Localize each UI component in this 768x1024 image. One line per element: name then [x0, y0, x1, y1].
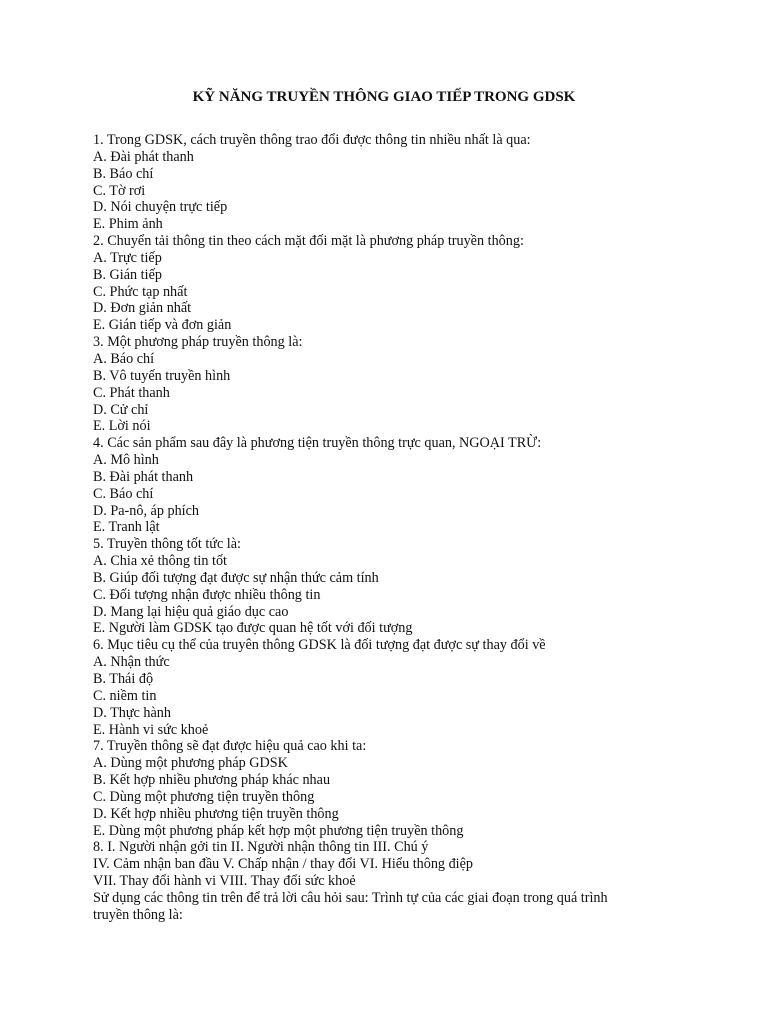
answer-option: B. Báo chí: [93, 165, 154, 182]
answer-option: A. Chia xẻ thông tin tốt: [93, 553, 227, 570]
question-line: 2. Chuyển tải thông tin theo cách mặt đối mặt là phương pháp truyền thông:: [93, 233, 524, 250]
question-line: 6. Mục tiêu cụ thể của truyên thông GDSK là đối tượng đạt được sự thay đổi về: [93, 637, 546, 654]
answer-option: C. Dùng một phương tiện truyền thông: [93, 788, 315, 805]
answer-option: C. Tờ rơi: [93, 182, 146, 199]
answer-option: E. Gián tiếp và đơn giản: [93, 317, 232, 334]
answer-option: E. Người làm GDSK tạo được quan hệ tốt với đối tượng: [93, 620, 413, 637]
answer-option: B. Gián tiếp: [93, 266, 162, 283]
answer-option: B. Vô tuyến truyền hình: [93, 367, 231, 384]
answer-option: D. Kết hợp nhiều phương tiện truyền thông: [93, 805, 339, 822]
answer-option: B. Giúp đối tượng đạt được sự nhận thức cảm tính: [93, 569, 379, 586]
answer-option: A. Báo chí: [93, 350, 155, 367]
text-line: truyền thông là:: [93, 906, 183, 923]
answer-option: B. Đài phát thanh: [93, 468, 194, 485]
answer-option: A. Dùng một phương pháp GDSK: [93, 755, 288, 772]
question-line: 3. Một phương pháp truyền thông là:: [93, 334, 303, 351]
answer-option: D. Cử chỉ: [93, 401, 149, 418]
answer-option: D. Pa-nô, áp phích: [93, 502, 199, 519]
question-line: 5. Truyền thông tốt tức là:: [93, 536, 241, 553]
answer-option: D. Thực hành: [93, 704, 171, 721]
text-line: VII. Thay đổi hành vi VIII. Thay đổi sức khoẻ: [93, 873, 356, 890]
answer-option: C. Phát thanh: [93, 384, 170, 401]
answer-option: A. Nhận thức: [93, 654, 170, 671]
answer-option: B. Thái độ: [93, 671, 154, 687]
answer-option: E. Lời nói: [93, 418, 151, 435]
answer-option: C. niềm tin: [93, 687, 157, 704]
text-line: Sử dụng các thông tin trên để trả lời câu hỏi sau: Trình tự của các giai đoạn trong quá trình: [93, 889, 608, 906]
document-title: KỸ NĂNG TRUYỀN THÔNG GIAO TIẾP TRONG GDSK: [192, 89, 576, 105]
text-line: IV. Cảm nhận ban đầu V. Chấp nhận / thay đổi VI. Hiểu thông điệp: [93, 856, 473, 873]
question-line: 1. Trong GDSK, cách truyền thông trao đổi được thông tin nhiều nhất là qua:: [93, 132, 531, 148]
question-line: 7. Truyền thông sẽ đạt được hiệu quả cao khi ta:: [93, 738, 367, 755]
answer-option: C. Báo chí: [93, 485, 154, 502]
answer-option: C. Phức tạp nhất: [93, 283, 188, 300]
answer-option: C. Đối tượng nhận được nhiều thông tin: [93, 586, 321, 603]
answer-option: E. Phim ảnh: [93, 216, 163, 233]
answer-option: A. Trực tiếp: [93, 249, 162, 266]
answer-option: D. Mang lại hiệu quả giáo dục cao: [93, 603, 289, 620]
answer-option: D. Đơn giản nhất: [93, 300, 192, 317]
question-line: 8. I. Người nhận gởi tin II. Người nhận thông tin III. Chú ý: [93, 839, 429, 856]
answer-option: B. Kết hợp nhiều phương pháp khác nhau: [93, 772, 331, 789]
answer-option: A. Mô hình: [93, 452, 159, 469]
answer-option: A. Đài phát thanh: [93, 148, 194, 165]
answer-option: E. Tranh lật: [93, 519, 160, 536]
document-body: [93, 132, 693, 924]
answer-option: E. Hành vi sức khoẻ: [93, 721, 209, 738]
answer-option: D. Nói chuyện trực tiếp: [93, 199, 228, 216]
question-line: 4. Các sản phẩm sau đây là phương tiện truyền thông trực quan, NGOẠI TRỪ:: [93, 435, 542, 452]
answer-option: E. Dùng một phương pháp kết hợp một phương tiện truyền thông: [93, 822, 464, 839]
